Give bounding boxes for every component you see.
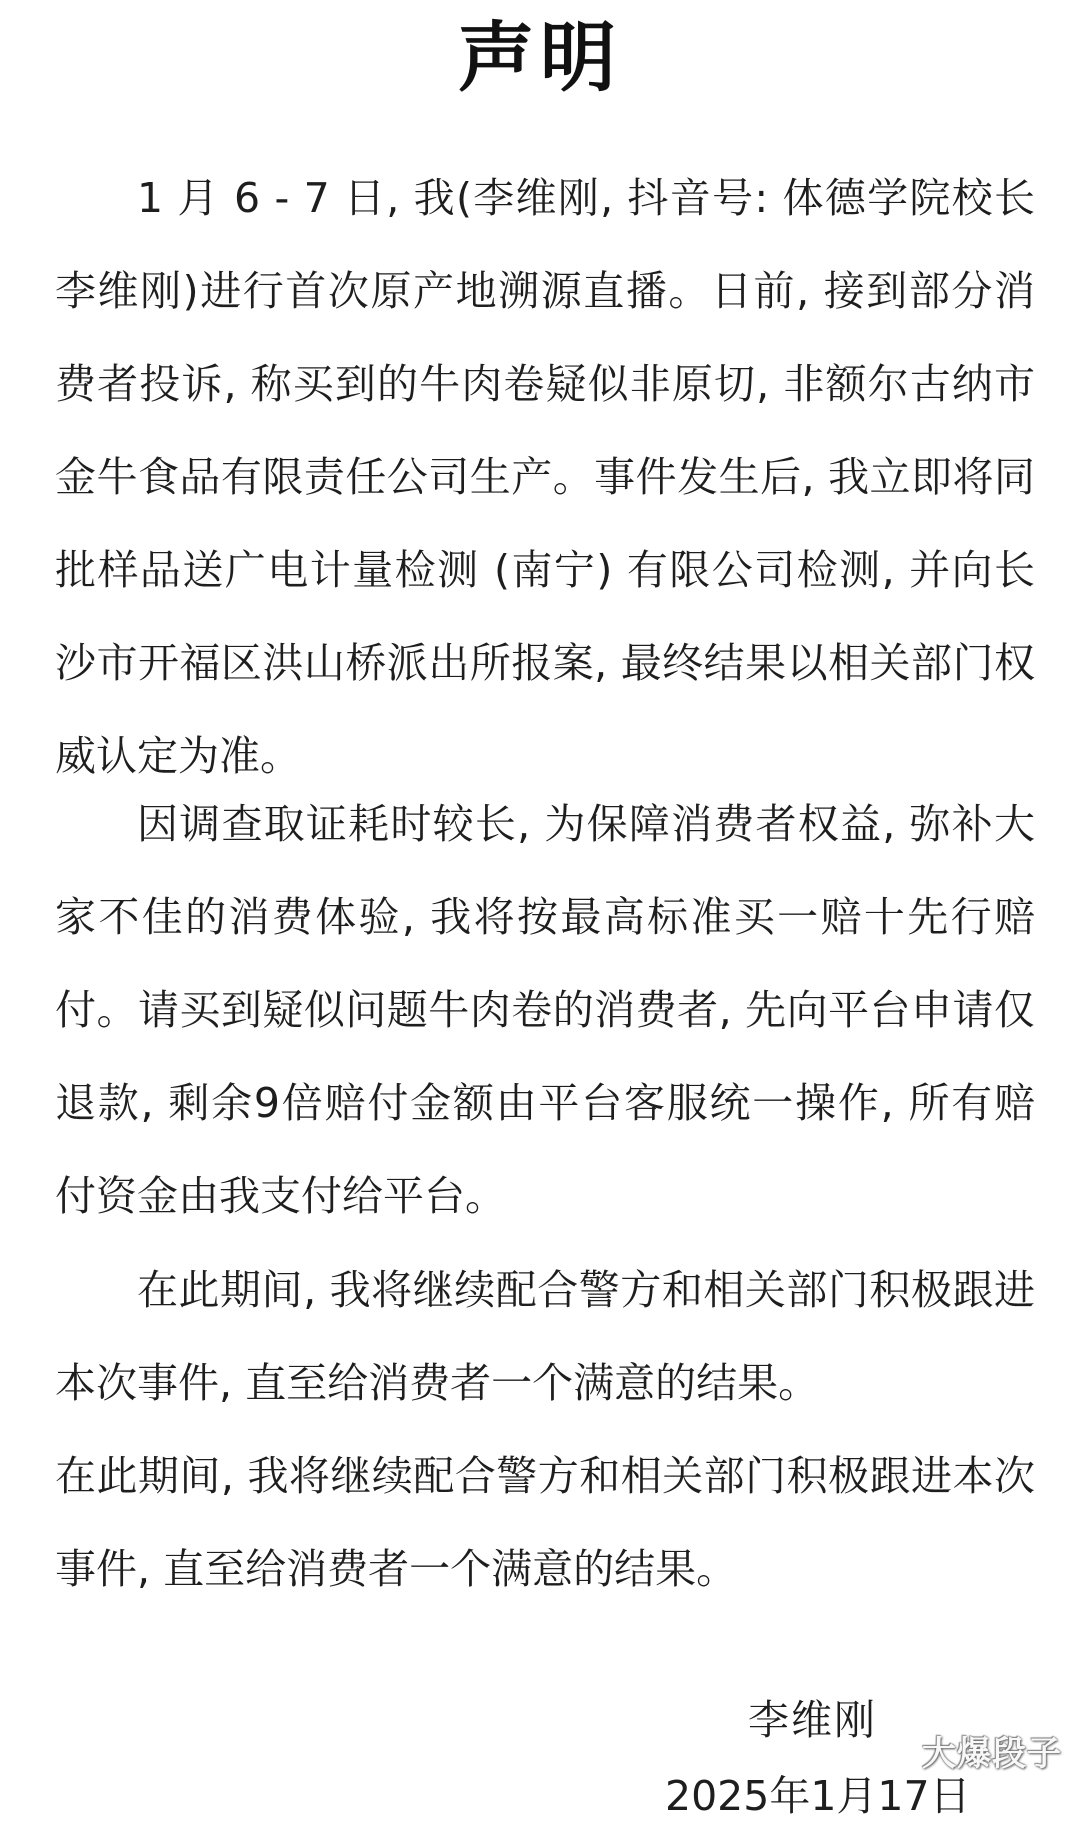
- paragraph-3: [55, 1244, 1035, 1430]
- paragraph-text: 在此期间, 我将继续配合警方和相关部门积极跟进本次事件, 直至给消费者一个满意的结果。: [55, 1452, 1035, 1593]
- paragraph-text: 因调查取证耗时较长, 为保障消费者权益, 弥补大家不佳的消费体验, 我将按最高标准买一赔十先行赔付。请买到疑似问题牛肉卷的消费者, 先向平台申请仅退款, 剩余9倍赔付金额由平台客服统一操作, 所有赔付资金由我支付给平台。: [55, 800, 1035, 1220]
- paragraph-1: [55, 152, 1035, 803]
- paragraph-4: [55, 1430, 1035, 1616]
- paragraph-text: 1 月 6 - 7 日, 我(李维刚, 抖音号: 体德学院校长李维刚)进行首次原产地溯源直播。日前, 接到部分消费者投诉, 称买到的牛肉卷疑似非原切, 非额尔古纳市金牛食品有限责任公司生产。事件发生后, 我立即将同批样品送广电计量检测 (南宁) 有限公司检测, 并向长沙市开福区洪山桥派出所报案, 最终结果以相关部门权威认定为准。: [55, 174, 1035, 780]
- paragraph-text: 在此期间, 我将继续配合警方和相关部门积极跟进本次事件, 直至给消费者一个满意的结果。: [55, 1266, 1035, 1407]
- paragraph-2: [55, 778, 1035, 1243]
- document-title: 声明: [458, 13, 622, 102]
- signature-date: 2025年1月17日: [665, 1772, 971, 1820]
- watermark-logo: 大爆段子: [922, 1734, 1062, 1774]
- signature-name: 李维刚: [748, 1696, 877, 1744]
